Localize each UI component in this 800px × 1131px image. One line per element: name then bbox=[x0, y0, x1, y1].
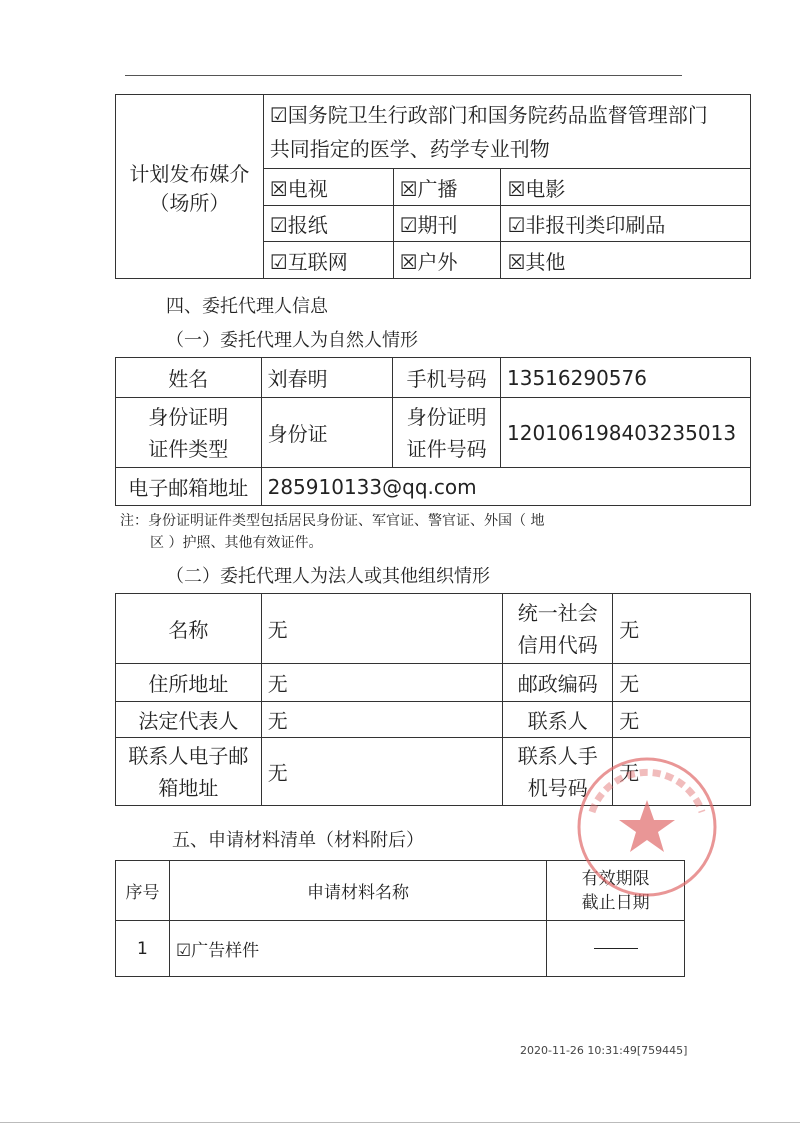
media-label: 计划发布媒介 （场所） bbox=[116, 95, 264, 279]
agent-name-label: 姓名 bbox=[116, 358, 262, 398]
media-professional-journal: ☑国务院卫生行政部门和国务院药品监督管理部门 共同指定的医学、药学专业刊物 bbox=[263, 95, 750, 169]
agent-person-table bbox=[115, 357, 751, 506]
org-cemail-label: 联系人电子邮 箱地址 bbox=[116, 738, 262, 806]
org-post-value: 无 bbox=[613, 664, 751, 702]
org-cphone-label: 联系人手 机号码 bbox=[503, 738, 613, 806]
org-cphone-value: 无 bbox=[613, 738, 751, 806]
section4-sub1: （一）委托代理人为自然人情形 bbox=[166, 330, 418, 351]
org-credit-label: 统一社会 信用代码 bbox=[503, 594, 613, 664]
media-option-internet: ☑互联网 bbox=[263, 242, 393, 279]
section4-sub2: （二）委托代理人为法人或其他组织情形 bbox=[166, 566, 490, 587]
agent-phone-label: 手机号码 bbox=[393, 358, 501, 398]
media-table bbox=[115, 94, 751, 279]
org-credit-value: 无 bbox=[613, 594, 751, 664]
org-contact-value: 无 bbox=[613, 702, 751, 738]
org-legal-label: 法定代表人 bbox=[116, 702, 262, 738]
agent-phone-value: 13516290576 bbox=[501, 358, 751, 398]
blank-dash bbox=[594, 948, 638, 949]
org-post-label: 邮政编码 bbox=[503, 664, 613, 702]
media-option-film: ☒电影 bbox=[501, 169, 751, 206]
org-addr-label: 住所地址 bbox=[116, 664, 262, 702]
id-note: 注：身份证明证件类型包括居民身份证、军官证、警官证、外国（ 地 区 ）护照、其他有效证件。 bbox=[120, 513, 545, 551]
agent-email-label: 电子邮箱地址 bbox=[116, 468, 262, 506]
org-name-value: 无 bbox=[261, 594, 503, 664]
agent-idtype-value: 身份证 bbox=[261, 398, 393, 468]
materials-col-expiry: 有效期限 截止日期 bbox=[547, 861, 685, 921]
media-option-outdoor: ☒户外 bbox=[393, 242, 501, 279]
org-cemail-value: 无 bbox=[261, 738, 503, 806]
materials-col-no: 序号 bbox=[116, 861, 170, 921]
media-option-printed: ☑非报刊类印刷品 bbox=[501, 206, 751, 242]
media-option-radio: ☒广播 bbox=[393, 169, 501, 206]
agent-idtype-label: 身份证明 证件类型 bbox=[116, 398, 262, 468]
org-addr-value: 无 bbox=[261, 664, 503, 702]
media-option-periodical: ☑期刊 bbox=[393, 206, 501, 242]
org-contact-label: 联系人 bbox=[503, 702, 613, 738]
materials-row-expiry bbox=[547, 921, 685, 977]
org-name-label: 名称 bbox=[116, 594, 262, 664]
timestamp: 2020-11-26 10:31:49[759445] bbox=[520, 1044, 688, 1057]
org-legal-value: 无 bbox=[261, 702, 503, 738]
media-option-newspaper: ☑报纸 bbox=[263, 206, 393, 242]
section4-title: 四、委托代理人信息 bbox=[166, 296, 328, 317]
media-option-tv: ☒电视 bbox=[263, 169, 393, 206]
agent-idno-label: 身份证明 证件号码 bbox=[393, 398, 501, 468]
company-seal bbox=[572, 752, 722, 902]
media-option-other: ☒其他 bbox=[501, 242, 751, 279]
agent-email-value: 285910133@qq.com bbox=[261, 468, 750, 506]
section5-title: 五、申请材料清单（材料附后） bbox=[172, 830, 424, 851]
materials-row-name: ☑广告样件 bbox=[169, 921, 546, 977]
page-edge bbox=[0, 1122, 800, 1123]
header-rule bbox=[125, 75, 682, 76]
agent-idno-value: 120106198403235013 bbox=[501, 398, 751, 468]
materials-row-no: 1 bbox=[116, 921, 170, 977]
agent-name-value: 刘春明 bbox=[261, 358, 393, 398]
materials-col-name: 申请材料名称 bbox=[169, 861, 546, 921]
